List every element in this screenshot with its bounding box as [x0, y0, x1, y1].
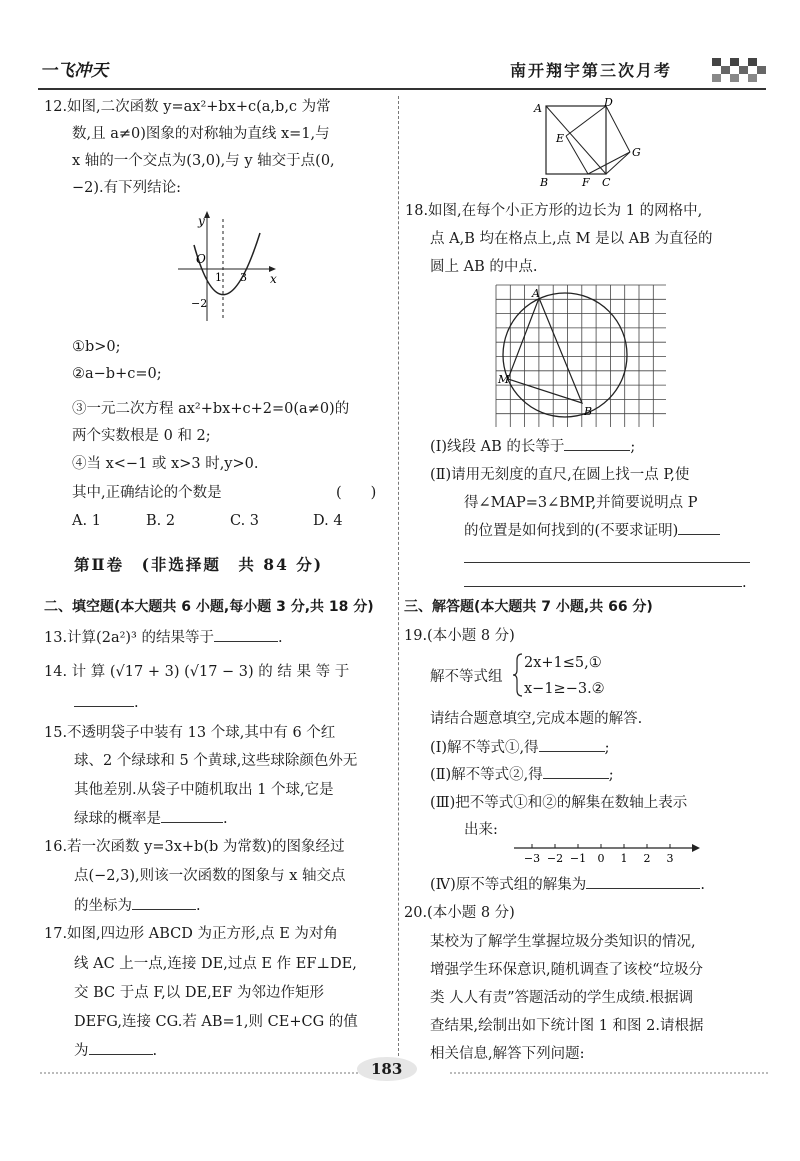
q18-line3: 圆上 AB 的中点.: [430, 259, 538, 275]
q19-step4-text: (Ⅳ)原不等式组的解集为: [430, 877, 587, 893]
q20-line2: 增强学生环保意识,随机调查了该校“垃圾分: [430, 962, 704, 978]
q18-line2: 点 A,B 均在格点上,点 M 是以 AB 为直径的: [430, 231, 713, 247]
q16-line1: 16.若一次函数 y=3x+b(b 为常数)的图象经过: [44, 839, 345, 855]
q12-conclusion-2: ②a−b+c=0;: [72, 366, 162, 382]
q18-part2-line5: [464, 570, 747, 597]
q18-part2-line2: 得∠MAP=3∠BMP,并简要说明点 P: [464, 495, 698, 511]
number-line-label: −2: [546, 852, 564, 865]
q17-line1: 17.如图,四边形 ABCD 为正方形,点 E 为对角: [44, 926, 338, 942]
graph-tick-neg2: −2: [191, 297, 208, 310]
q18-part1-blank[interactable]: [564, 450, 630, 451]
exam-title: 南开翔宇第三次月考: [510, 61, 673, 80]
graph-x-label: x: [270, 272, 277, 286]
q15-answer-blank[interactable]: [161, 822, 223, 823]
q12-conclusion-3-line2: 两个实数根是 0 和 2;: [72, 428, 211, 444]
fig17-label-c: C: [602, 176, 611, 189]
q19-step1: [430, 735, 610, 762]
q13: [44, 625, 283, 652]
q12-option-c: C. 3: [230, 513, 260, 529]
q19-step4-end: .: [700, 877, 705, 893]
q16-answer-blank[interactable]: [132, 909, 196, 910]
book-brand-title: 一飞冲天: [40, 61, 108, 81]
q18-end: .: [742, 575, 747, 591]
number-line-label: 1: [620, 852, 628, 865]
q12-line4: −2).有下列结论:: [72, 180, 182, 196]
fig18-label-b: B: [584, 405, 593, 418]
fig18-label-a: A: [532, 287, 540, 300]
q15-line2: 球、2 个绿球和 5 个黄球,这些球除颜色外无: [74, 753, 358, 769]
brace-icon: [512, 652, 524, 698]
q16-text: 的坐标为: [74, 898, 132, 914]
q19-step3-line1: (Ⅲ)把不等式①和②的解集在数轴上表示: [430, 795, 688, 811]
answer-section-title: 三、解答题(本大题共 7 小题,共 66 分): [404, 599, 653, 615]
q12-option-b: B. 2: [146, 513, 176, 529]
q19-step2: [430, 762, 614, 789]
q19-inequality-1: 2x+1≤5,①: [524, 655, 602, 671]
q15-end: .: [223, 811, 228, 827]
q12-answer-paren: ( ): [336, 485, 377, 501]
q19-step1-text: (Ⅰ)解不等式①,得: [430, 740, 539, 756]
q12-conclusion-4: ④当 x<−1 或 x>3 时,y>0.: [72, 456, 259, 472]
q18-grid-figure: [494, 283, 666, 427]
q13-answer-blank[interactable]: [214, 641, 278, 642]
fig17-label-g: G: [632, 146, 641, 159]
q18-part2-blank-1[interactable]: [678, 534, 720, 535]
q17-line4: DEFG,连接 CG.若 AB=1,则 CE+CG 的值: [74, 1014, 358, 1030]
header-rule: [38, 88, 766, 90]
q20-line5: 相关信息,解答下列问题:: [430, 1046, 585, 1062]
q12-ask: 其中,正确结论的个数是: [72, 485, 222, 501]
q19-step2-text: (Ⅱ)解不等式②,得: [430, 767, 543, 783]
graph-y-label: y: [198, 214, 205, 228]
q20-line1: 某校为了解学生掌握垃圾分类知识的情况,: [430, 934, 696, 950]
q18-part2-blank-2[interactable]: [464, 562, 750, 563]
q17-square-figure: [530, 96, 650, 190]
q18-part2-line1: (Ⅱ)请用无刻度的直尺,在圆上找一点 P,使: [430, 467, 690, 483]
q12-option-a: A. 1: [72, 513, 101, 529]
q19-step3-line2: 出来:: [464, 822, 498, 838]
q19-step2-blank[interactable]: [543, 778, 609, 779]
q19-number-line: [510, 838, 704, 868]
fig17-label-a: A: [534, 102, 542, 115]
q18-part1: [430, 434, 635, 461]
q12-option-d: D. 4: [313, 513, 343, 529]
q19-head: 19.(本小题 8 分): [404, 628, 515, 644]
graph-tick-3: 3: [240, 271, 247, 284]
fill-in-section-title: 二、填空题(本大题共 6 小题,每小题 3 分,共 18 分): [44, 599, 374, 615]
fig17-label-d: D: [604, 96, 613, 109]
fig18-label-m: M: [498, 373, 510, 386]
q17-line3: 交 BC 于点 F,以 DE,EF 为邻边作矩形: [74, 985, 324, 1001]
graph-origin-label: O: [196, 252, 206, 266]
q14-line2: [74, 690, 139, 717]
q13-text: 13.计算(2a²)³ 的结果等于: [44, 630, 214, 646]
q19-instruction: 请结合题意填空,完成本题的解答.: [430, 711, 643, 727]
fig17-label-b: B: [540, 176, 549, 189]
q17-line2: 线 AC 上一点,连接 DE,过点 E 作 EF⊥DE,: [74, 956, 357, 972]
number-line-label: −3: [523, 852, 541, 865]
graph-tick-1: 1: [215, 271, 222, 284]
q15-line3: 其他差别.从袋子中随机取出 1 个球,它是: [74, 782, 334, 798]
q12-parabola-graph: [172, 205, 282, 323]
q16-line3: [74, 893, 201, 920]
q16-line2: 点(−2,3),则该一次函数的图象与 x 轴交点: [74, 868, 346, 884]
q19-step4-blank[interactable]: [586, 888, 700, 889]
q18-part2-text: 的位置是如何找到的(不要求证明): [464, 523, 679, 539]
q19-system-label: 解不等式组: [430, 669, 503, 685]
q19-step4: [430, 872, 705, 899]
number-line-label: −1: [569, 852, 587, 865]
q12-line3: x 轴的一个交点为(3,0),与 y 轴交于点(0,: [72, 153, 335, 169]
q19-step1-blank[interactable]: [539, 751, 605, 752]
q20-line3: 类 人人有责”答题活动的学生成绩.根据调: [430, 990, 694, 1006]
q18-part1-text: (Ⅰ)线段 AB 的长等于: [430, 439, 565, 455]
number-line-label: 3: [666, 852, 674, 865]
number-line-label: 2: [643, 852, 651, 865]
q18-part2-line3: [464, 518, 720, 545]
q18-part2-blank-3[interactable]: [464, 586, 742, 587]
column-divider: [398, 96, 399, 1056]
q17-line5: [74, 1038, 157, 1065]
q14-line1: 14. 计 算 (√17 + 3) (√17 − 3) 的 结 果 等 于: [44, 664, 350, 680]
q19-step2-end: ;: [608, 767, 614, 783]
page-number: 183: [371, 1060, 403, 1078]
q13-end: .: [277, 630, 283, 646]
section-2-title: 第Ⅱ卷 (非选择题 共 84 分): [74, 555, 324, 574]
checker-decoration: [712, 58, 766, 82]
q14-answer-blank[interactable]: [74, 706, 134, 707]
q15-line4: [74, 806, 228, 833]
fig17-label-f: F: [582, 176, 590, 189]
q14-end: .: [134, 695, 139, 711]
q19-step1-end: ;: [604, 740, 610, 756]
number-line-label: 0: [597, 852, 605, 865]
q12-line1: 12.如图,二次函数 y=ax²+bx+c(a,b,c 为常: [44, 99, 331, 115]
q15-text: 绿球的概率是: [74, 811, 161, 827]
q20-head: 20.(本小题 8 分): [404, 905, 515, 921]
q12-line2: 数,且 a≠0)图象的对称轴为直线 x=1,与: [72, 126, 330, 142]
q18-part1-end: ;: [630, 439, 636, 455]
q17-answer-blank[interactable]: [89, 1054, 153, 1055]
q20-line4: 查结果,绘制出如下统计图 1 和图 2.请根据: [430, 1018, 704, 1034]
q17-end: .: [152, 1043, 158, 1059]
q17-text: 为: [74, 1043, 89, 1059]
fig17-label-e: E: [556, 132, 565, 145]
q16-end: .: [196, 898, 201, 914]
q18-line1: 18.如图,在每个小正方形的边长为 1 的网格中,: [405, 203, 703, 219]
q12-conclusion-1: ①b>0;: [72, 339, 121, 355]
q15-line1: 15.不透明袋子中装有 13 个球,其中有 6 个红: [44, 725, 336, 741]
q12-conclusion-3-line1: ③一元二次方程 ax²+bx+c+2=0(a≠0)的: [72, 401, 350, 417]
q19-inequality-2: x−1≥−3.②: [524, 681, 605, 697]
